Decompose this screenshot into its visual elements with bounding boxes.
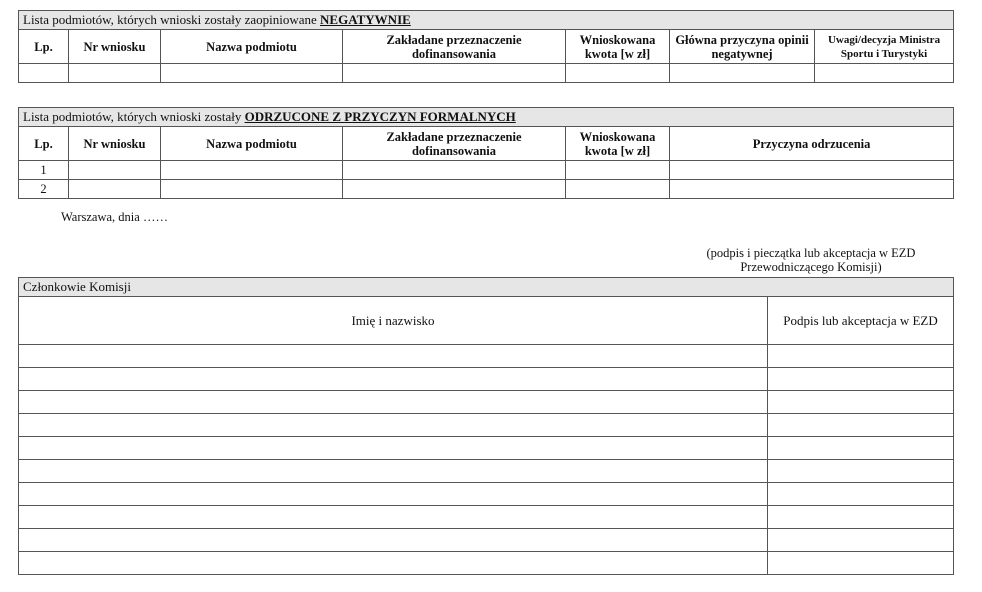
col-name: Imię i nazwisko xyxy=(19,297,768,345)
signature-cell[interactable] xyxy=(768,506,954,529)
cell[interactable] xyxy=(566,161,670,180)
cell[interactable] xyxy=(69,161,161,180)
cell[interactable] xyxy=(670,161,954,180)
cell[interactable] xyxy=(69,180,161,199)
table-row xyxy=(19,414,954,437)
signature-cell[interactable] xyxy=(768,368,954,391)
cell[interactable] xyxy=(670,64,815,83)
signature-cell[interactable] xyxy=(768,345,954,368)
col-lp: Lp. xyxy=(19,30,69,64)
col-przyczyna: Główna przyczyna opinii negatywnej xyxy=(670,30,815,64)
name-cell[interactable] xyxy=(19,345,768,368)
signature-cell[interactable] xyxy=(768,437,954,460)
cell[interactable] xyxy=(343,180,566,199)
row-number: 1 xyxy=(19,161,69,180)
col-przeznaczenie: Zakładane przeznaczenie dofinansowania xyxy=(343,127,566,161)
col-kwota: Wnioskowana kwota [w zł] xyxy=(566,127,670,161)
cell[interactable] xyxy=(670,180,954,199)
table-row xyxy=(19,529,954,552)
signature-cell[interactable] xyxy=(768,529,954,552)
col-lp: Lp. xyxy=(19,127,69,161)
col-nr-wniosku: Nr wniosku xyxy=(69,30,161,64)
cell[interactable] xyxy=(815,64,954,83)
table-row xyxy=(19,437,954,460)
name-cell[interactable] xyxy=(19,414,768,437)
cell[interactable] xyxy=(161,180,343,199)
cell[interactable] xyxy=(19,64,69,83)
col-przeznaczenie: Zakładane przeznaczenie dofinansowania xyxy=(343,30,566,64)
rejected-table xyxy=(18,107,954,199)
cell[interactable] xyxy=(566,180,670,199)
place-date: Warszawa, dnia …… xyxy=(61,210,168,224)
title-text: Lista podmiotów, których wnioski zostały zaopiniowane xyxy=(23,12,321,27)
table-row xyxy=(19,345,954,368)
table-row xyxy=(19,180,954,199)
negative-table-title xyxy=(19,11,954,30)
col-nazwa-podmiotu: Nazwa podmiotu xyxy=(161,127,343,161)
signature-cell[interactable] xyxy=(768,391,954,414)
chair-signature-note: (podpis i pieczątka lub akceptacja w EZD Przewodniczącego Komisji) xyxy=(706,246,916,274)
cell[interactable] xyxy=(161,161,343,180)
name-cell[interactable] xyxy=(19,368,768,391)
table-row xyxy=(19,368,954,391)
committee-table xyxy=(18,277,954,575)
col-nr-wniosku: Nr wniosku xyxy=(69,127,161,161)
cell[interactable] xyxy=(69,64,161,83)
col-uwagi: Uwagi/decyzja Ministra Sportu i Turystyki xyxy=(815,30,954,64)
col-nazwa-podmiotu: Nazwa podmiotu xyxy=(161,30,343,64)
table-row xyxy=(19,64,954,83)
col-signature: Podpis lub akceptacja w EZD xyxy=(768,297,954,345)
signature-cell[interactable] xyxy=(768,552,954,575)
title-emphasis: NEGATYWNIE xyxy=(320,12,411,27)
name-cell[interactable] xyxy=(19,391,768,414)
negative-opinions-table xyxy=(18,10,954,83)
rejected-table-title xyxy=(19,108,954,127)
cell[interactable] xyxy=(343,161,566,180)
title-text: Lista podmiotów, których wnioski zostały xyxy=(23,109,245,124)
name-cell[interactable] xyxy=(19,437,768,460)
name-cell[interactable] xyxy=(19,552,768,575)
signature-cell[interactable] xyxy=(768,460,954,483)
signature-cell[interactable] xyxy=(768,414,954,437)
committee-title: Członkowie Komisji xyxy=(19,278,954,297)
title-emphasis: ODRZUCONE Z PRZYCZYN FORMALNYCH xyxy=(244,109,516,124)
cell[interactable] xyxy=(566,64,670,83)
name-cell[interactable] xyxy=(19,483,768,506)
table-row xyxy=(19,460,954,483)
row-number: 2 xyxy=(19,180,69,199)
table-row xyxy=(19,552,954,575)
col-przyczyna-odrzucenia: Przyczyna odrzucenia xyxy=(670,127,954,161)
signature-cell[interactable] xyxy=(768,483,954,506)
cell[interactable] xyxy=(343,64,566,83)
table-row xyxy=(19,506,954,529)
name-cell[interactable] xyxy=(19,529,768,552)
name-cell[interactable] xyxy=(19,506,768,529)
table-row xyxy=(19,391,954,414)
col-kwota: Wnioskowana kwota [w zł] xyxy=(566,30,670,64)
name-cell[interactable] xyxy=(19,460,768,483)
table-row xyxy=(19,161,954,180)
table-row xyxy=(19,483,954,506)
cell[interactable] xyxy=(161,64,343,83)
